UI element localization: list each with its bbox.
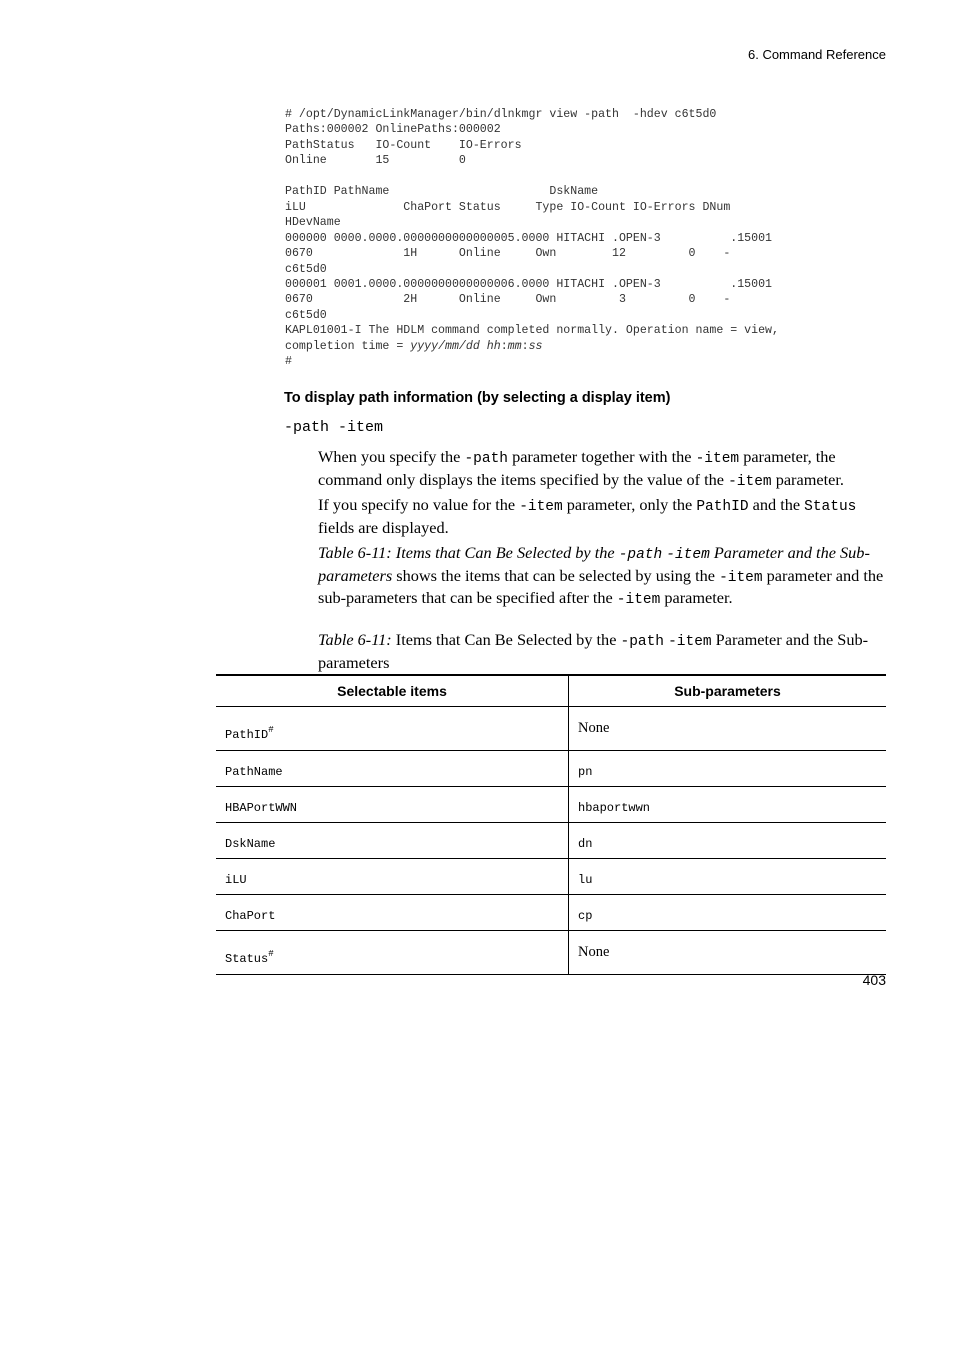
sub-parameter-cell: hbaportwwn bbox=[569, 787, 887, 823]
code-line: iLU ChaPort Status Type IO-Count IO-Errors DNum bbox=[285, 200, 731, 214]
table-cross-reference[interactable]: Table 6-11: Items that Can Be Selected by the -path -item Parameter and the Sub-parameters bbox=[318, 543, 870, 585]
code-line: PathStatus IO-Count IO-Errors bbox=[285, 138, 522, 152]
table-header-row bbox=[216, 675, 886, 707]
completion-date: yyyy/mm/dd bbox=[410, 339, 480, 353]
sub-parameter-cell: lu bbox=[569, 859, 887, 895]
syntax-line: -path -item bbox=[284, 419, 384, 436]
table-row bbox=[216, 787, 886, 823]
sub-parameter-cell: dn bbox=[569, 823, 887, 859]
table-row bbox=[216, 707, 886, 751]
completion-time-line: completion time = yyyy/mm/dd hh:mm:ss bbox=[285, 339, 543, 353]
sub-parameter-cell: pn bbox=[569, 751, 887, 787]
table-row bbox=[216, 895, 886, 931]
sub-parameter-cell: None bbox=[569, 931, 887, 975]
code-line: c6t5d0 bbox=[285, 308, 327, 322]
code-line: c6t5d0 bbox=[285, 262, 327, 276]
code-line: # bbox=[285, 355, 292, 369]
item-cell: ChaPort bbox=[216, 895, 569, 931]
table-row bbox=[216, 931, 886, 975]
column-header-sub-parameters: Sub-parameters bbox=[569, 675, 887, 707]
item-cell: PathID# bbox=[216, 707, 569, 751]
table-row bbox=[216, 859, 886, 895]
item-cell: Status# bbox=[216, 931, 569, 975]
code-line: Paths:000002 OnlinePaths:000002 bbox=[285, 123, 501, 137]
code-line: PathID PathName DskName bbox=[285, 185, 599, 199]
code-line: 000001 0001.0000.0000000000000006.0000 HITACHI .OPEN-3 .15001 bbox=[285, 277, 773, 291]
item-cell: HBAPortWWN bbox=[216, 787, 569, 823]
selectable-items-table bbox=[216, 674, 886, 975]
command-output-example bbox=[285, 107, 885, 370]
code-line: 0670 2H Online Own 3 0 - bbox=[285, 293, 731, 307]
footnote-mark: # bbox=[268, 949, 274, 959]
item-cell: PathName bbox=[216, 751, 569, 787]
paragraph-table-reference: Table 6-11: Items that Can Be Selected by the -path -item Parameter and the Sub-parameters shows the items that can be selected by using the -item parameter and the sub-parameters that can be specified after the -item parameter. bbox=[318, 543, 884, 608]
paragraph-item-usage: When you specify the -path parameter together with the -item parameter, the command only displays the items specified by the value of the -item parameter. bbox=[318, 447, 844, 490]
code-line: HDevName bbox=[285, 216, 341, 230]
code-line: 0670 1H Online Own 12 0 - bbox=[285, 247, 731, 261]
sub-parameter-cell: None bbox=[569, 707, 887, 751]
table-row bbox=[216, 823, 886, 859]
running-header: 6. Command Reference bbox=[747, 47, 886, 62]
footnote-mark: # bbox=[268, 725, 274, 735]
code-line: # /opt/DynamicLinkManager/bin/dlnkmgr view -path -hdev c6t5d0 bbox=[285, 108, 717, 121]
table-caption: Table 6-11: Items that Can Be Selected by the -path -item Parameter and the Sub-parameters bbox=[318, 630, 869, 672]
code-line: Online 15 0 bbox=[285, 154, 466, 168]
paragraph-default-fields: If you specify no value for the -item parameter, only the PathID and the Status fields are displayed. bbox=[318, 495, 857, 537]
code-line: KAPL01001-I The HDLM command completed normally. Operation name = view, bbox=[285, 324, 779, 338]
column-header-selectable-items: Selectable items bbox=[216, 675, 569, 707]
section-heading: To display path information (by selecting a display item) bbox=[284, 390, 671, 406]
code-line: 000000 0000.0000.0000000000000005.0000 HITACHI .OPEN-3 .15001 bbox=[285, 231, 773, 245]
item-cell: DskName bbox=[216, 823, 569, 859]
table-row bbox=[216, 751, 886, 787]
page-number: 403 bbox=[862, 972, 886, 988]
sub-parameter-cell: cp bbox=[569, 895, 887, 931]
item-cell: iLU bbox=[216, 859, 569, 895]
